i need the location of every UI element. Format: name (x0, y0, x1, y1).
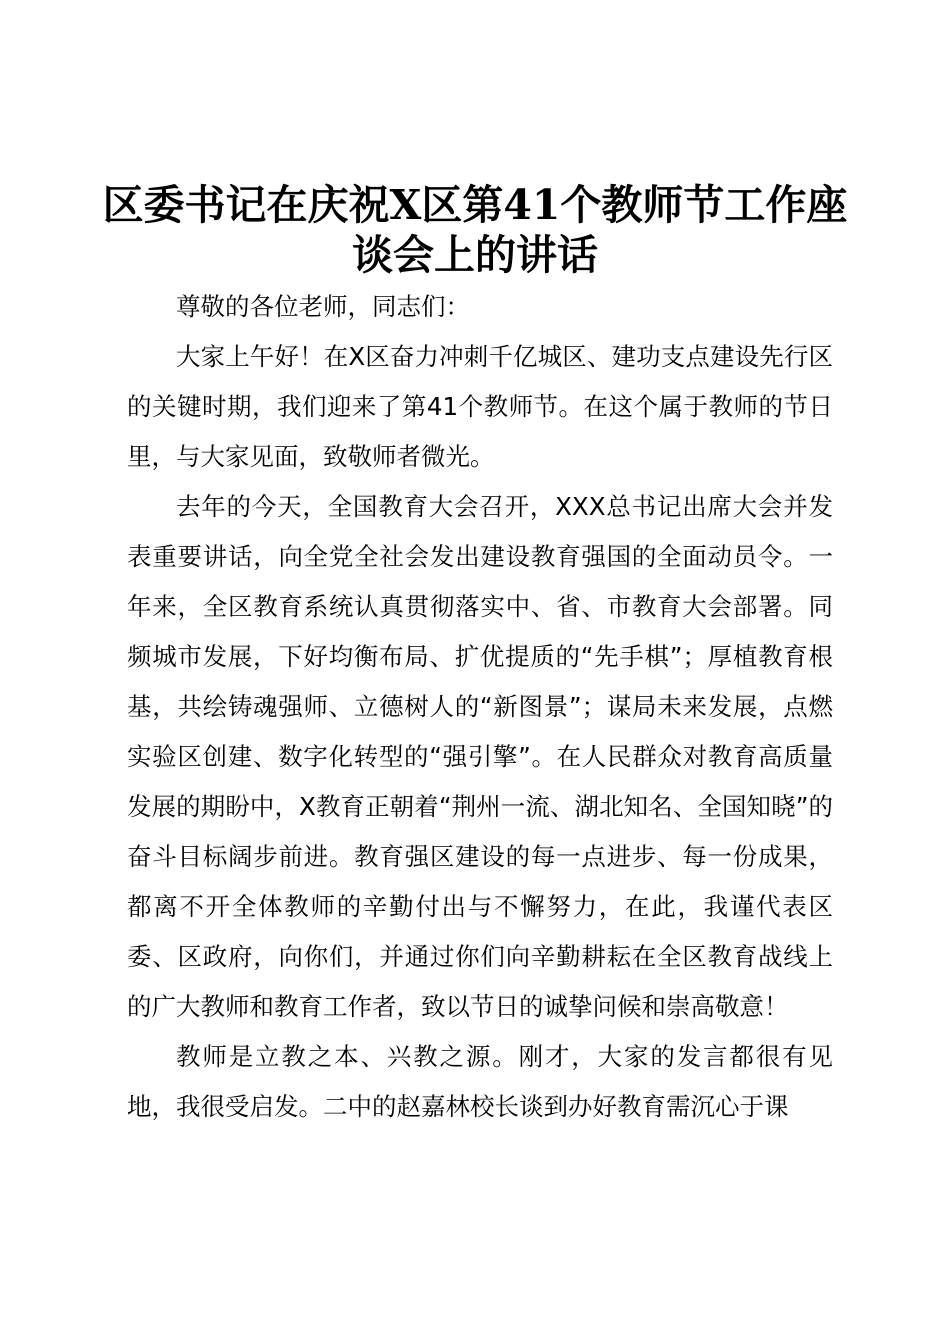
body-paragraph: 教师是立教之本、兴教之源。刚才，大家的发言都很有见地，我很受启发。二中的赵嘉林校长谈到办好教育需沉心于课 (127, 1042, 833, 1121)
document-title: 区委书记在庆祝X区第41个教师节工作座谈会上的讲话 (102, 181, 848, 279)
body-paragraph: 大家上午好！在X区奋力冲刺千亿城区、建功支点建设先行区的关键时期，我们迎来了第41个教师节。在这个属于教师的节日里，与大家见面，致敬师者微光。 (127, 342, 833, 471)
body-paragraph: 去年的今天，全国教育大会召开，XXX总书记出席大会并发表重要讲话，向全党全社会发出建设教育强国的全面动员令。一年来，全区教育系统认真贯彻落实中、省、市教育大会部署。同频城市发展，下好均衡布局、扩优提质的“先手棋”；厚植教育根基，共绘铸魂强师、立德树人的“新图景”；谋局未来发展，点燃实验区创建、数字化转型的“强引擎”。在人民群众对教育高质量发展的期盼中，X教育正朝着“荆州一流、湖北知名、全国知晓”的奋斗目标阔步前进。教育强区建设的每一点进步、每一份成果，都离不开全体教师的辛勤付出与不懈努力，在此，我谨代表区委、区政府，向你们，并通过你们向辛勤耕耘在全区教育战线上的广大教师和教育工作者，致以节日的诚挚问候和崇高敬意！ (127, 492, 833, 1021)
salutation-paragraph: 尊敬的各位老师，同志们： (176, 292, 470, 321)
document-body (127, 282, 833, 1132)
